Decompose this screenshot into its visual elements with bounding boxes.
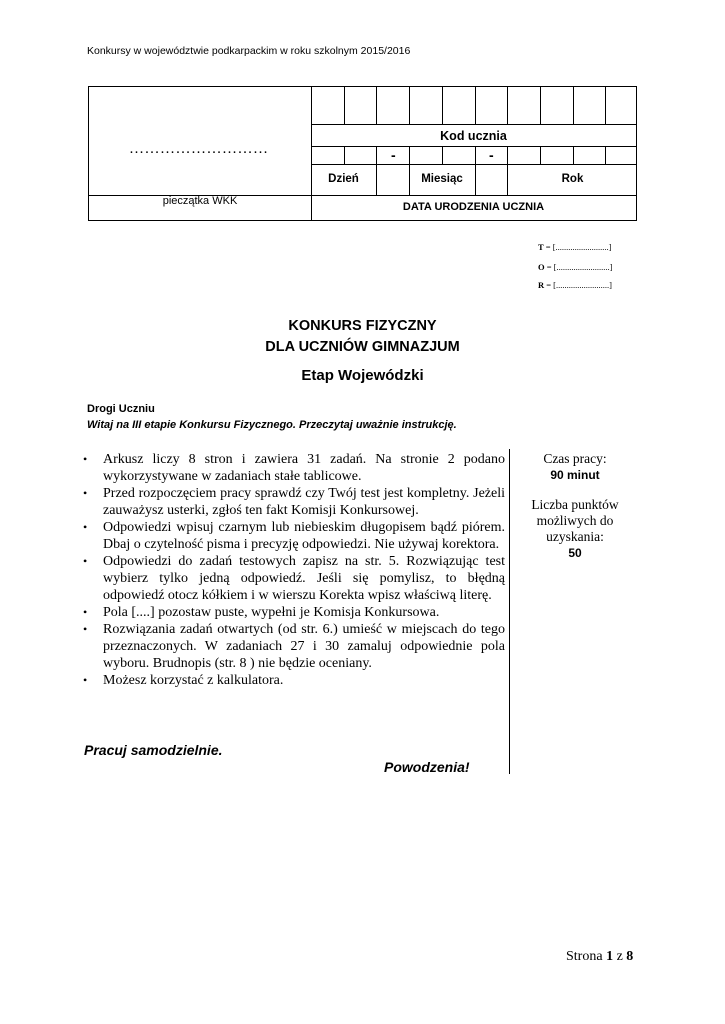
bullet-icon: • [83, 486, 88, 500]
points-label-1: Liczba punktów [531, 497, 619, 512]
stage-title: Etap Wojewódzki [301, 367, 424, 384]
bullet-icon: • [83, 673, 88, 687]
code-cell-divider [605, 87, 606, 124]
list-item: • Przed rozpoczęciem pracy sprawdź czy Twój test jest kompletny. Jeżeli zauważysz usterki, zgłoś ten fakt Komisji Konkursowej. [83, 486, 505, 518]
list-item: • Arkusz liczy 8 stron i zawiera 31 zadań. Na stronie 2 podano wykorzystywane w zadaniach stałe tablicowe. [83, 452, 505, 484]
year-label: Rok [561, 173, 584, 185]
score-field-t: T = [.........................] [538, 242, 612, 252]
date-separator: - [489, 147, 494, 163]
list-item: • Odpowiedzi wpisuj czarnym lub niebieskim długopisem bądź piórem. Dbaj o czytelność pisma i precyzję odpowiedzi. Nie używaj korektora. [83, 520, 505, 552]
date-cell-divider [409, 146, 410, 195]
date-cell-divider [376, 146, 377, 195]
side-divider [509, 449, 510, 774]
date-cell-divider [442, 146, 443, 164]
birth-date-label: DATA URODZENIA UCZNIA [402, 201, 545, 213]
date-separator: - [391, 147, 396, 163]
code-cells-bottom-line [311, 124, 636, 125]
student-code-label: Kod ucznia [440, 129, 507, 143]
bullet-icon: • [83, 520, 88, 534]
code-cell-divider [573, 87, 574, 124]
salutation: Drogi Uczniu [87, 403, 155, 415]
list-item: • Możesz korzystać z kalkulatora. [83, 673, 284, 688]
date-cell-divider [605, 146, 606, 164]
code-label-bottom-line [311, 146, 636, 147]
code-cell-divider [507, 87, 508, 124]
good-luck-text: Powodzenia! [384, 759, 470, 775]
student-info-box [88, 86, 637, 221]
contest-title: KONKURS FIZYCZNY [288, 318, 437, 334]
instruction-list [80, 451, 505, 689]
month-label: Miesiąc [421, 173, 463, 185]
contest-subtitle: DLA UCZNIÓW GIMNAZJUM [265, 339, 460, 355]
date-cell-divider [507, 146, 508, 195]
date-cell-divider [344, 146, 345, 164]
points-label-2: możliwych do [536, 513, 614, 528]
code-cell-divider [409, 87, 410, 124]
running-header: Konkursy w województwie podkarpackim w roku szkolnym 2015/2016 [87, 45, 411, 57]
bullet-icon: • [83, 452, 88, 466]
score-field-r: R = [.........................] [538, 280, 612, 290]
stamp-label: pieczątka WKK [162, 195, 238, 207]
stamp-placeholder: ……………………… [129, 141, 269, 157]
date-cells-bottom-line [311, 164, 636, 165]
code-cell-divider [540, 87, 541, 124]
date-cell-divider [475, 146, 476, 195]
page-number: Strona 1 z 8 [566, 949, 634, 964]
time-value: 90 minut [550, 468, 600, 482]
work-alone-text: Pracuj samodzielnie. [84, 742, 223, 758]
points-value: 50 [568, 546, 582, 560]
points-label-3: uzyskania: [546, 529, 604, 544]
bullet-icon: • [83, 554, 88, 568]
date-cell-divider [573, 146, 574, 164]
bullet-icon: • [83, 605, 88, 619]
code-cell-divider [376, 87, 377, 124]
list-item: • Pola [....] pozostaw puste, wypełni je Komisja Konkursowa. [83, 605, 440, 620]
code-cell-divider [475, 87, 476, 124]
bullet-icon: • [83, 622, 88, 636]
code-cell-divider [344, 87, 345, 124]
list-item: • Odpowiedzi do zadań testowych zapisz na str. 5. Rozwiązując test wybierz tylko jedną odpowiedź. Jeśli się pomylisz, to błędną odpowiedź otocz kółkiem i w wierszu Korekta wpisz właściwą literę. [83, 554, 505, 603]
code-cell-divider [442, 87, 443, 124]
welcome-text: Witaj na III etapie Konkursu Fizycznego. Przeczytaj uważnie instrukcję. [87, 419, 457, 431]
list-item: • Rozwiązania zadań otwartych (od str. 6.) umieść w miejscach do tego przeznaczonych. W zadaniach 27 i 30 zamaluj odpowiednie pola wyboru. Brudnopis (str. 8 ) nie będzie oceniany. [83, 622, 505, 671]
day-label: Dzień [328, 173, 359, 185]
time-label: Czas pracy: [543, 451, 607, 466]
score-field-o: O = [.........................] [538, 262, 613, 272]
date-cell-divider [540, 146, 541, 164]
